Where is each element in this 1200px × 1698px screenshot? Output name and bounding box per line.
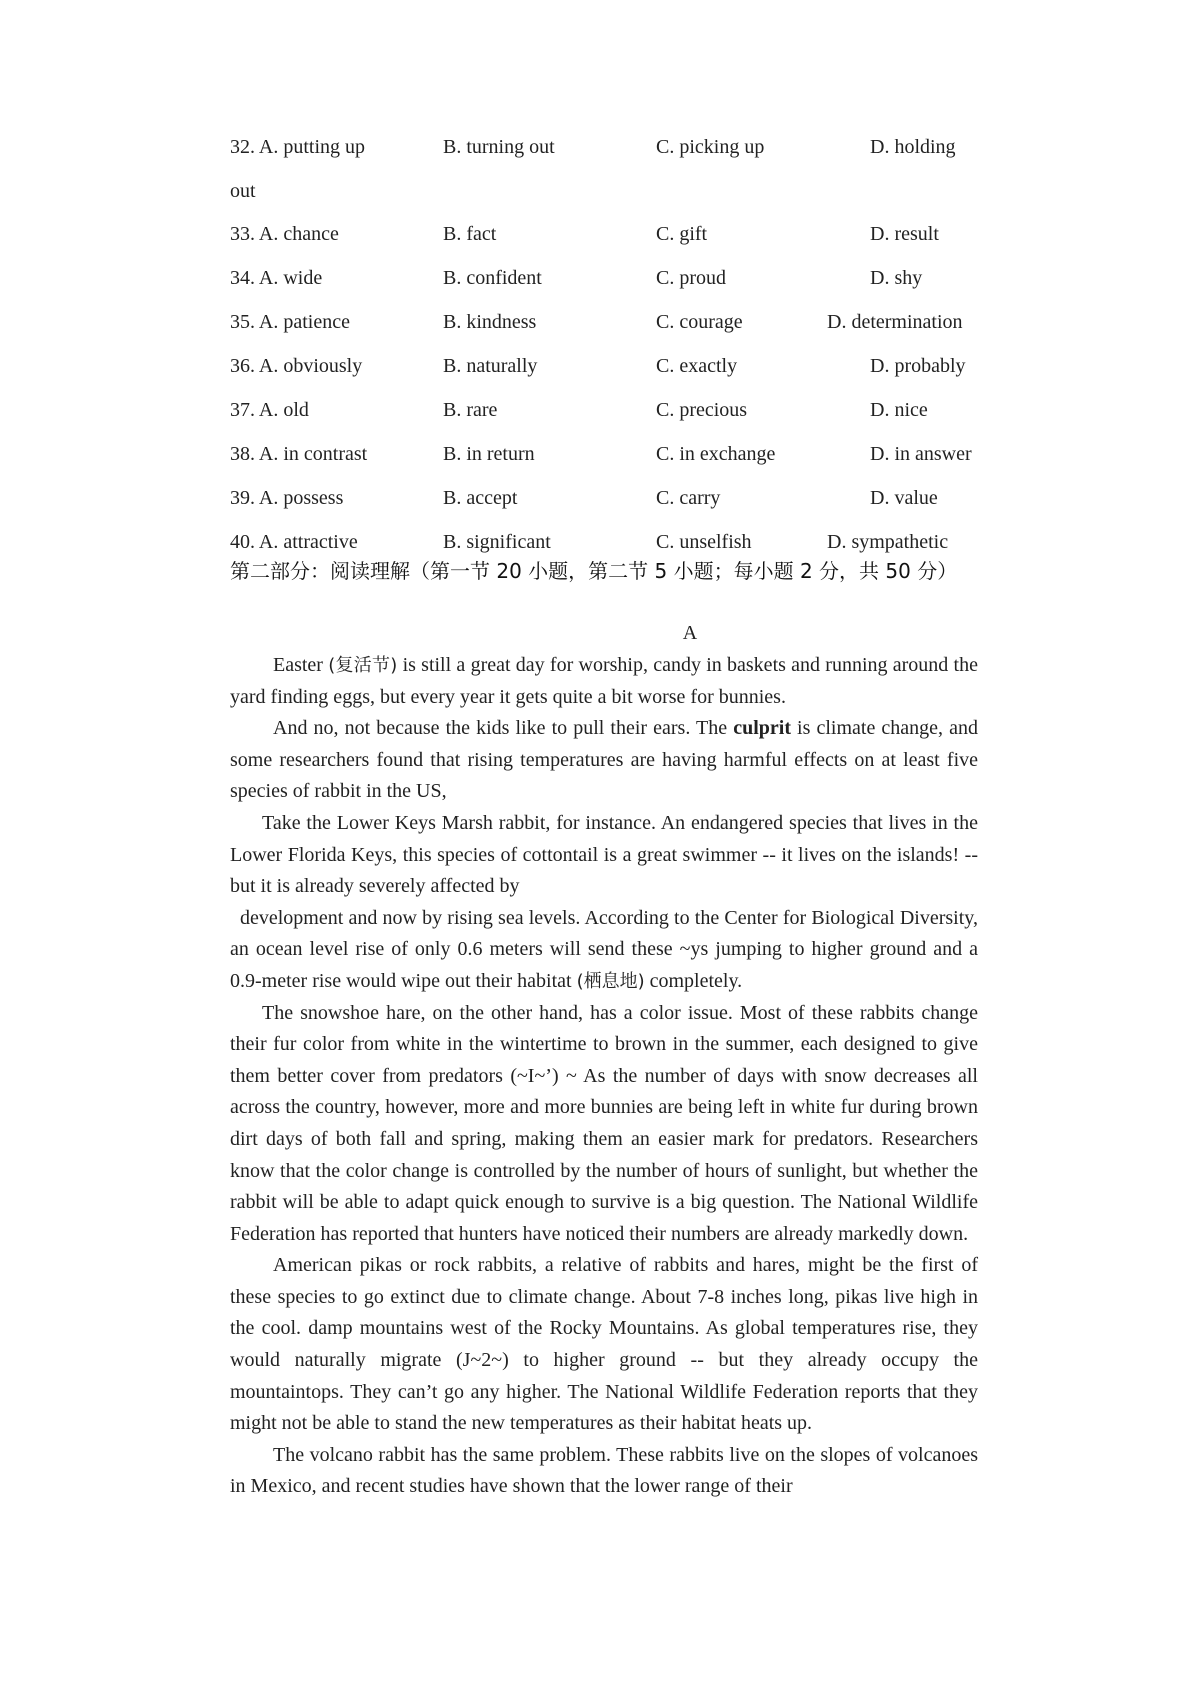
paragraph (230, 650, 978, 713)
passage-body (230, 650, 978, 1503)
paragraph: Take the Lower Keys Marsh rabbit, for instance. An endangered species that lives in the Lower Florida Keys, this species of cottontail is a great swimmer -- it lives on the islands! -- but it is already severely affected by (230, 811, 978, 898)
section-title: 第二部分：阅读理解（第一节 20 小题，第二节 5 小题；每小题 2 分，共 50 分） (230, 559, 958, 583)
question-row (230, 439, 1010, 469)
text: And no, not because the kids like to pull their ears. The (273, 717, 734, 740)
option-b: B. significant (443, 531, 551, 553)
option-d: D. in answer (870, 443, 972, 465)
question-row (230, 395, 1010, 425)
option-b: B. kindness (443, 311, 537, 333)
text: completely. (644, 969, 743, 992)
option-c: C. gift (656, 223, 708, 245)
option-d: D. value (870, 487, 938, 509)
question-row (230, 132, 1010, 162)
option-b: B. accept (443, 487, 518, 509)
chinese-gloss: (复活节) (328, 655, 398, 676)
option-a: 33. A. chance (230, 223, 339, 245)
option-a: 39. A. possess (230, 487, 344, 509)
text: development and now by rising sea levels. According to the Center for Biological Diversity, an ocean level rise of only 0.6 meters will send these ~ys jumping to higher ground and a 0.9-meter rise would wipe out their habitat (230, 906, 978, 992)
option-c: C. in exchange (656, 443, 776, 465)
option-a: 37. A. old (230, 399, 309, 421)
option-b: B. turning out (443, 136, 555, 158)
option-a: 32. A. putting up (230, 136, 366, 158)
paragraph: American pikas or rock rabbits, a relative of rabbits and hares, might be the first of these species to go extinct due to climate change. About 7-8 inches long, pikas live high in the cool. damp mountains west of the Rocky Mountains. As global temperatures rise, they would naturally migrate (J~2~) to higher ground -- but they already occupy the mountaintops. They can’t go any higher. The National Wildlife Federation reports that they might not be able to stand the new temperatures as their habitat heats up. (230, 1254, 978, 1435)
question-row (230, 483, 1010, 513)
question-row (230, 263, 1010, 293)
bold-keyword: culprit (733, 717, 791, 740)
text: is climate change, and some researchers found that rising temperatures are having harmful effects on at least five species of rabbit in the US, (230, 717, 978, 803)
option-a: 34. A. wide (230, 267, 323, 289)
option-c: C. carry (656, 487, 721, 509)
option-d: D. probably (870, 355, 966, 377)
text: is still a great day for worship, candy in baskets and running around the yard finding eggs, but every year it gets quite a bit worse for bunnies. (230, 654, 978, 708)
option-c: C. picking up (656, 136, 765, 158)
paragraph: The snowshoe hare, on the other hand, has a color issue. Most of these rabbits change their fur color from white in the wintertime to brown in the summer, each designed to give them better cover from predators (~I~’) ~ As the number of days with snow decreases all across the country, however, more and more bunnies are being left in white fur during brown dirt days of both fall and spring, making them an easier mark for predators. Researchers know that the color change is controlled by the number of hours of sunlight, but whether the rabbit will be able to adapt quick enough to survive is a big question. The National Wildlife Federation has reported that hunters have noticed their numbers are already markedly down. (230, 1001, 978, 1245)
passage-letter: A (682, 622, 698, 644)
question-row (230, 351, 1010, 381)
option-c: C. unselfish (656, 531, 752, 553)
option-b: B. confident (443, 267, 542, 289)
option-d: D. shy (870, 267, 923, 289)
option-d: D. sympathetic (827, 531, 949, 553)
option-d: D. result (870, 223, 939, 245)
paragraph (230, 903, 978, 998)
question-row (230, 527, 1010, 557)
option-d: D. holding (870, 136, 956, 158)
option-c: C. precious (656, 399, 748, 421)
chinese-gloss: (栖息地) (576, 970, 645, 992)
option-c: C. proud (656, 267, 726, 289)
option-d: D. determination (827, 311, 963, 333)
option-a: 36. A. obviously (230, 355, 363, 377)
paragraph (230, 713, 978, 808)
paragraph: The volcano rabbit has the same problem. These rabbits live on the slopes of volcanoes in Mexico, and recent studies have shown that the lower range of their (230, 1443, 978, 1498)
option-a: 40. A. attractive (230, 531, 358, 553)
question-row (230, 307, 1010, 337)
option-a: 35. A. patience (230, 311, 350, 333)
question-row (230, 219, 1010, 249)
option-d: D. nice (870, 399, 928, 421)
option-continuation: out (230, 180, 256, 202)
option-b: B. naturally (443, 355, 538, 377)
option-b: B. rare (443, 399, 498, 421)
text: Easter (273, 654, 329, 676)
option-b: B. fact (443, 223, 497, 245)
option-c: C. courage (656, 311, 743, 333)
option-b: B. in return (443, 443, 535, 465)
option-a: 38. A. in contrast (230, 443, 368, 465)
option-c: C. exactly (656, 355, 738, 377)
